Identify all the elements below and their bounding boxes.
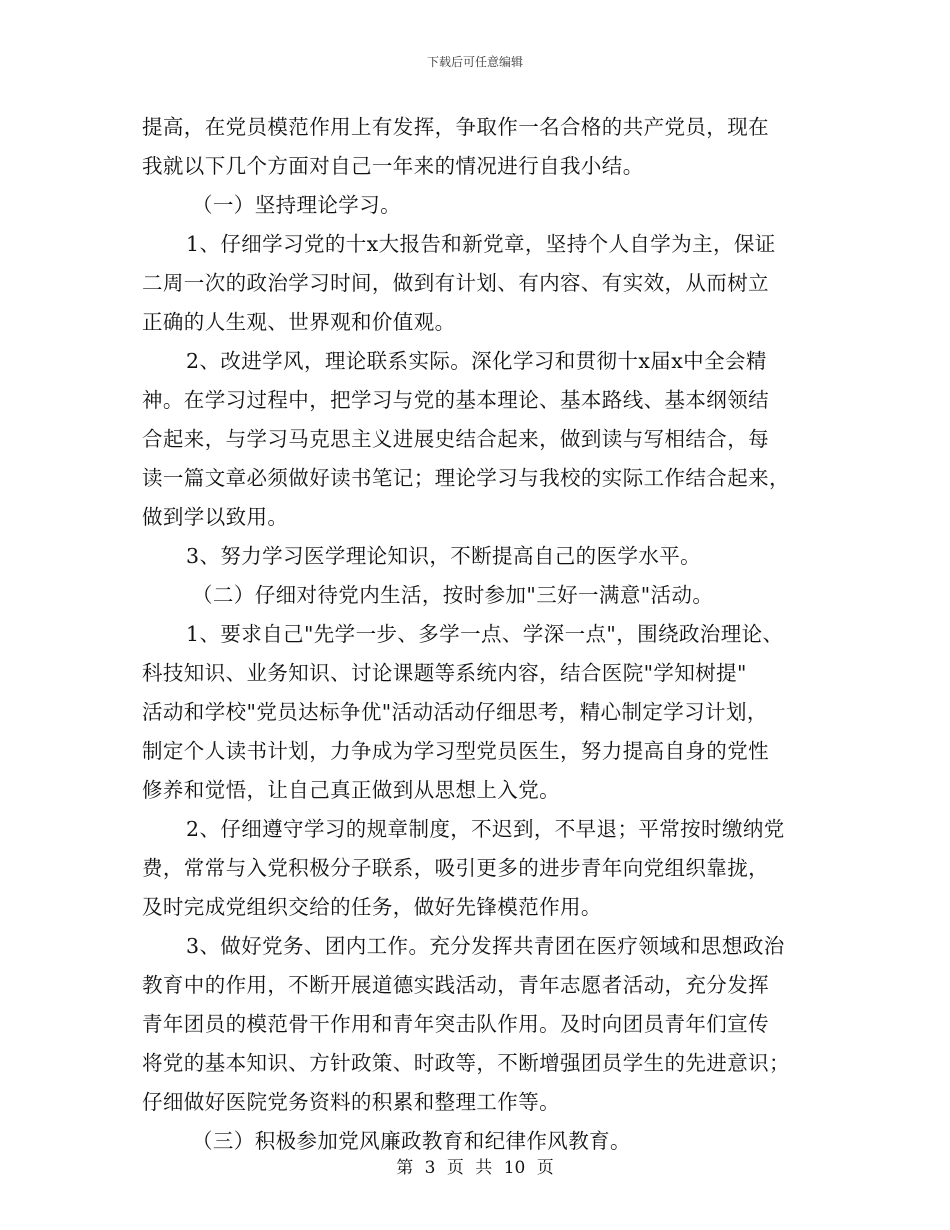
text-line: 正确的人生观、世界观和价值观。: [142, 310, 456, 334]
document-body: [142, 108, 822, 1161]
text-line: 费，常常与入党积极分子联系，吸引更多的进步青年向党组织靠拢，: [142, 856, 769, 880]
text-line: 修养和觉悟，让自己真正做到从思想上入党。: [142, 778, 560, 802]
text-line: （三）积极参加党风廉政教育和纪律作风教育。: [192, 1129, 631, 1153]
text-line: 仔细做好医院党务资料的积累和整理工作等。: [142, 1090, 560, 1114]
text-line: 3、做好党务、团内工作。充分发挥共青团在医疗领域和思想政治: [186, 934, 785, 958]
text-line: 教育中的作用，不断开展道德实践活动，青年志愿者活动，充分发挥: [142, 973, 769, 997]
text-line: 3、努力学习医学理论知识，不断提高自己的医学水平。: [186, 544, 702, 568]
text-line: （二）仔细对待党内生活，按时参加"三好一满意"活动。: [192, 583, 714, 607]
text-line: 1、仔细学习党的十x大报告和新党章，坚持个人自学为主，保证: [186, 232, 776, 256]
text-line: 将党的基本知识、方针政策、时政等，不断增强团员学生的先进意识；: [142, 1051, 790, 1075]
text-line: 合起来，与学习马克思主义进展史结合起来，做到读与写相结合，每: [142, 427, 769, 451]
page-footer: 第 3 页 共 10 页: [396, 1158, 554, 1178]
text-line: 2、仔细遵守学习的规章制度，不迟到，不早退；平常按时缴纳党: [186, 817, 785, 841]
text-line: 制定个人读书计划，力争成为学习型党员医生，努力提高自身的党性: [142, 739, 769, 763]
page-header: 下载后可任意编辑: [426, 55, 523, 69]
text-line: 活动和学校"党员达标争优"活动活动仔细思考，精心制定学习计划，: [142, 700, 768, 724]
text-line: 读一篇文章必须做好读书笔记；理论学习与我校的实际工作结合起来，: [142, 466, 790, 490]
text-line: 二周一次的政治学习时间，做到有计划、有内容、有实效，从而树立: [142, 271, 769, 295]
text-line: 我就以下几个方面对自己一年来的情况进行自我小结。: [142, 154, 644, 178]
text-line: （一）坚持理论学习。: [192, 193, 401, 217]
text-line: 2、改进学风，理论联系实际。深化学习和贯彻十x届x中全会精: [186, 349, 767, 373]
text-line: 1、要求自己"先学一步、多学一点、学深一点"，围绕政治理论、: [186, 622, 784, 646]
text-line: 做到学以致用。: [142, 505, 289, 529]
text-line: 提高，在党员模范作用上有发挥，争取作一名合格的共产党员，现在: [142, 115, 769, 139]
text-line: 科技知识、业务知识、讨论课题等系统内容，结合医院"学知树提": [142, 661, 747, 685]
text-line: 青年团员的模范骨干作用和青年突击队作用。及时向团员青年们宣传: [142, 1012, 769, 1036]
text-line: 神。在学习过程中，把学习与党的基本理论、基本路线、基本纲领结: [142, 388, 769, 412]
text-line: 及时完成党组织交给的任务，做好先锋模范作用。: [142, 895, 602, 919]
